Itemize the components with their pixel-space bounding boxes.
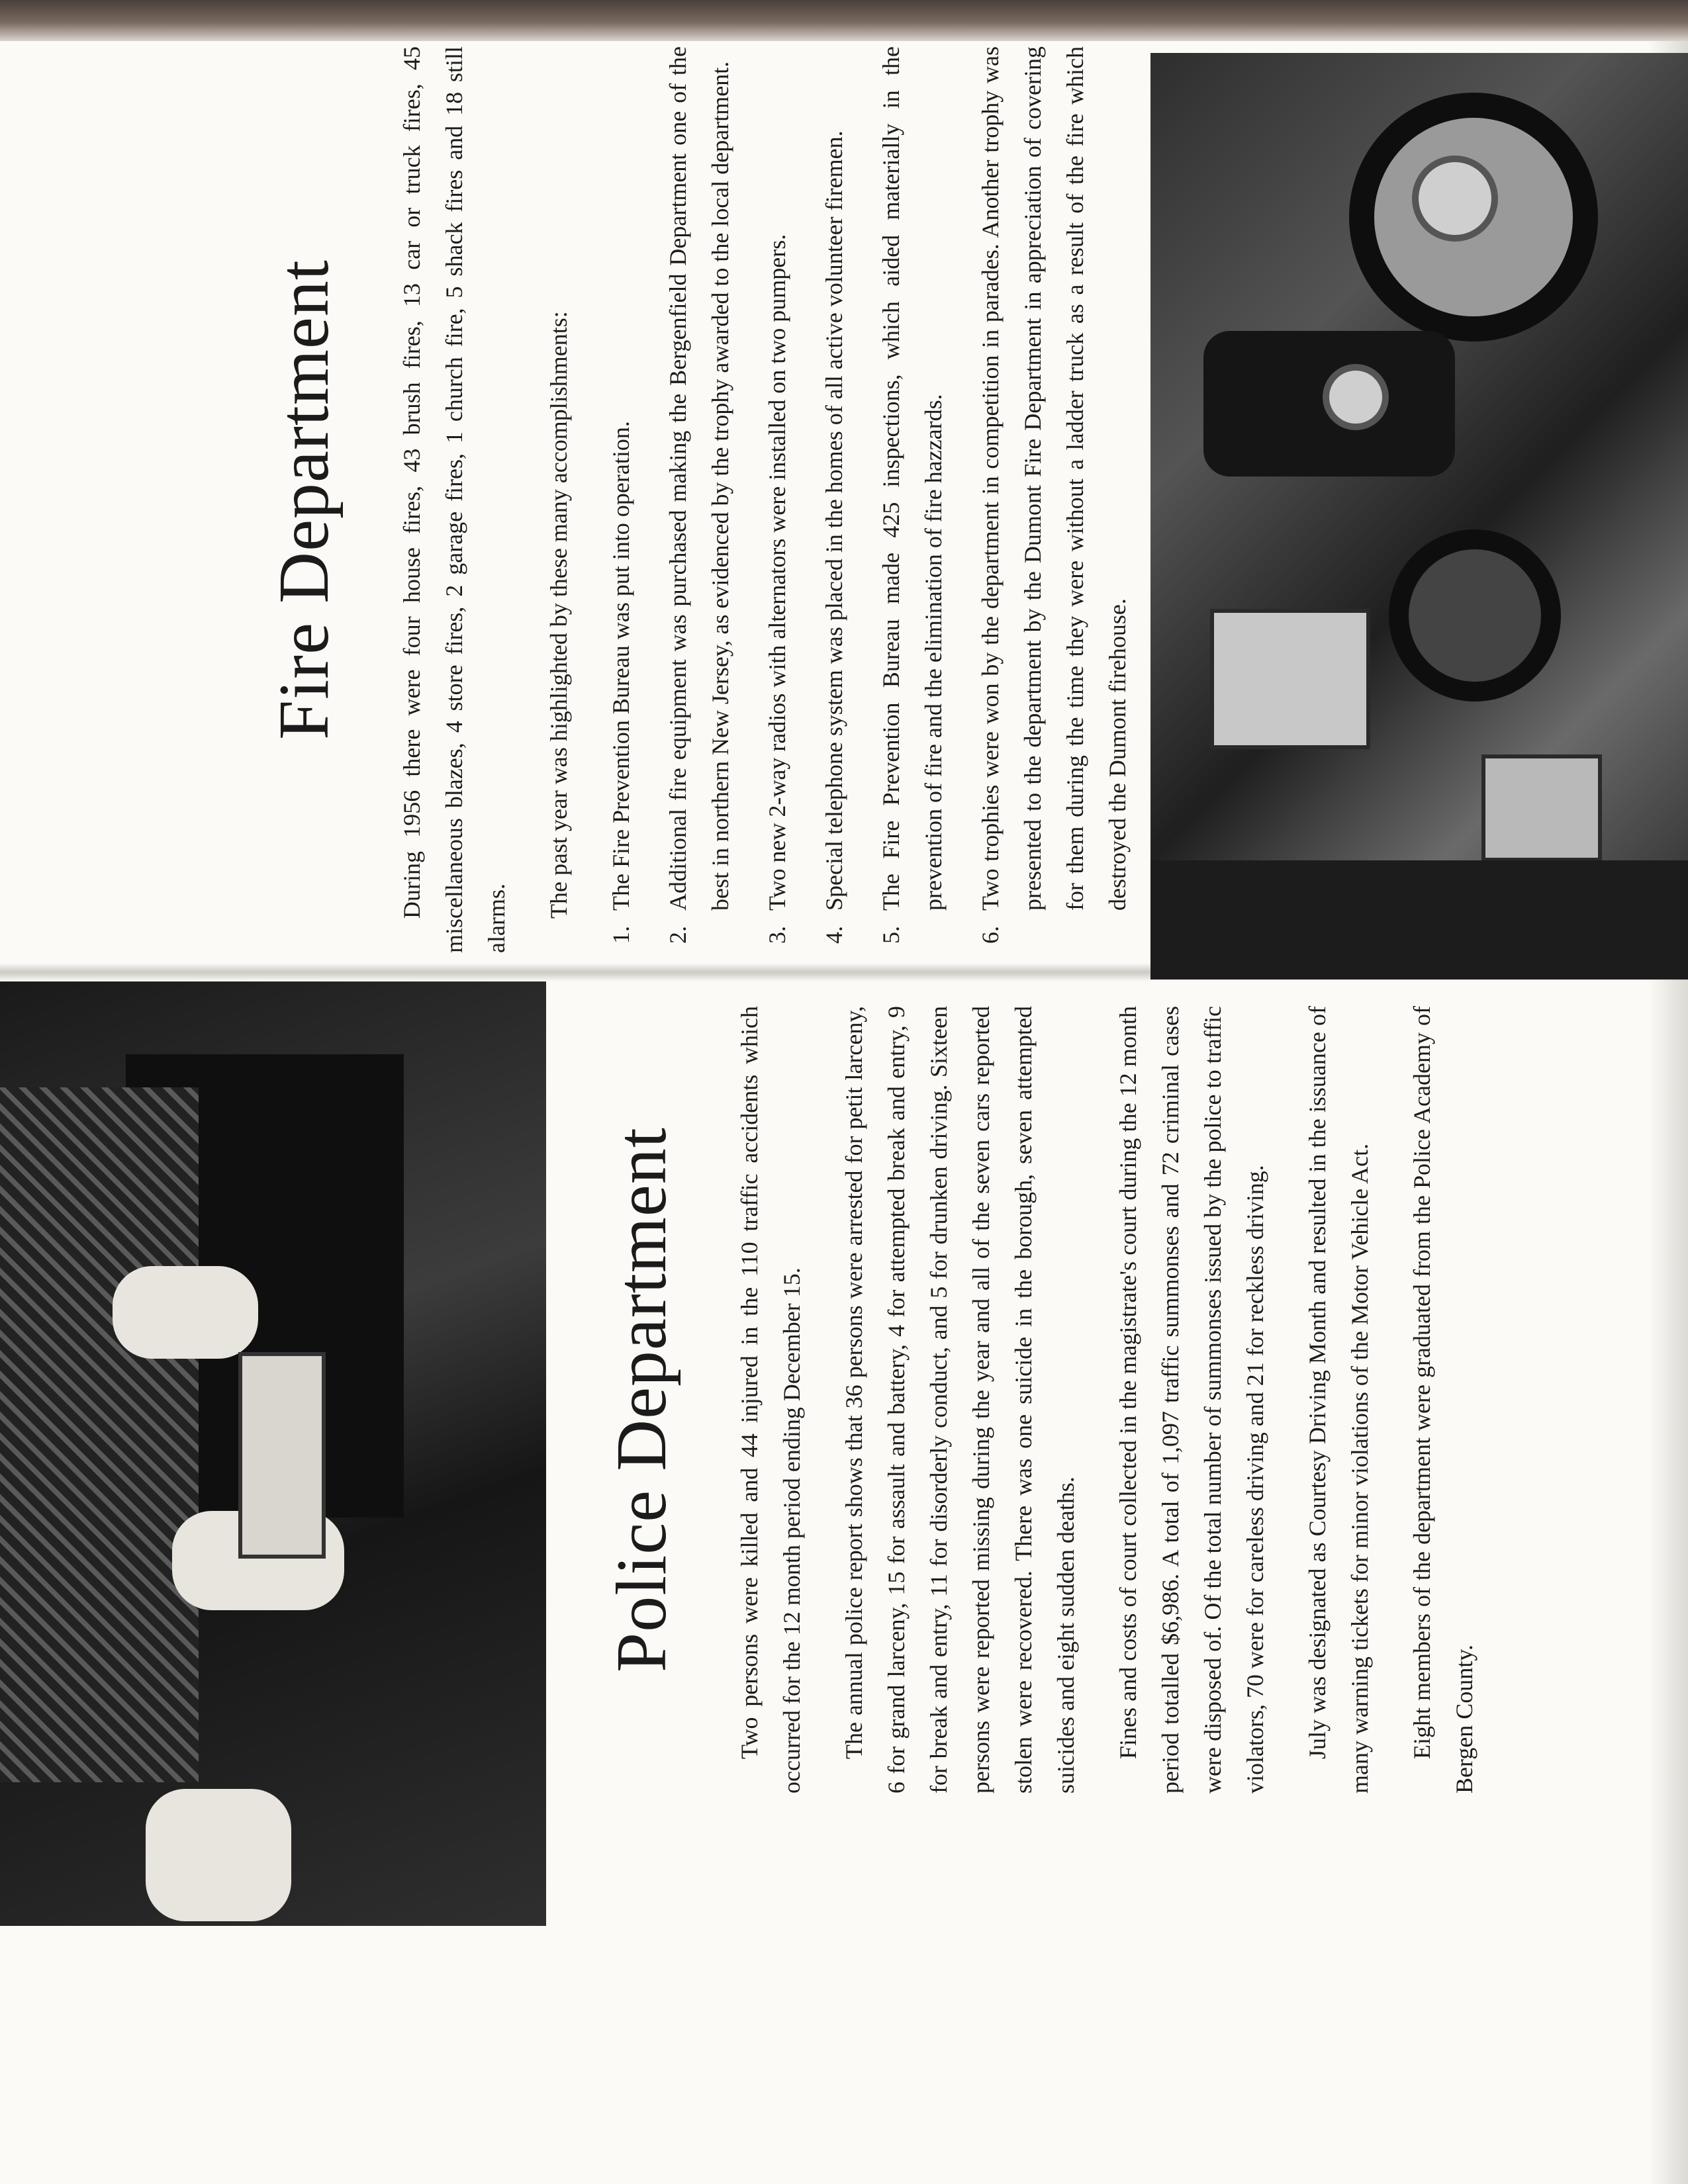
equipment-box (1481, 754, 1602, 862)
fire-department-title: Fire Department (265, 259, 344, 740)
book-top-edge (0, 0, 1688, 41)
hand (113, 1266, 258, 1359)
pump-panel (1210, 609, 1370, 749)
police-paragraph: Two persons were killed and 44 injured in the 110 traffic accidents which occurred for the 12 month period ending December 15. (736, 1006, 805, 1794)
police-paragraph: July was designated as Courtesy Driving Month and resulted in the issuance of many warning tickets for minor violations of the Motor Vehicle Act. (1304, 1006, 1373, 1794)
fire-intro-paragraph: During 1956 there were four house fires, 43 brush fires, 13 car or truck fires, 45 miscellaneous blazes, 4 store fires, 2 garage fires, 1 church fire, 5 shack fires and 18 still alarms. (399, 46, 510, 953)
list-item: 5.The Fire Prevention Bureau made 425 inspections, which aided materially in the prevention of fire and the elimination of fire hazzards. (878, 46, 947, 944)
police-records-photo (0, 981, 546, 1926)
fire-lead-paragraph: The past year was highlighted by these many accomplishments: (545, 311, 572, 919)
shirt-cuff (146, 1789, 291, 1921)
fire-truck-photo (1150, 53, 1688, 979)
record-card (238, 1352, 326, 1559)
fire-department-section (265, 46, 1153, 953)
police-paragraph: Eight members of the department were graduated from the Police Academy of Bergen County. (1409, 1006, 1477, 1794)
nozzle-fitting (1323, 364, 1389, 430)
police-department-title: Police Department (602, 1127, 681, 1672)
truck-body (1150, 860, 1688, 979)
wheel-hub (1412, 156, 1498, 242)
hose-reel (1389, 529, 1561, 702)
list-item: 1.The Fire Prevention Bureau was put into operation. (608, 421, 634, 944)
list-item: 4.Special telephone system was placed in the homes of all active volunteer firemen. (821, 130, 847, 944)
list-item: 2.Additional fire equipment was purchased making the Bergenfield Department one of the best in northern New Jersey, as evidenced by the trophy awarded to the local department. (665, 46, 733, 944)
list-item: 6.Two trophies were won by the department in competition in parades. Another trophy was presented to the department by the Dumont Fire Department in appreciation of covering for them during the time they were without a ladder truck as a result of the fire which destroyed the Dumont firehouse. (977, 46, 1131, 944)
police-paragraph: Fines and costs of court collected in the magistrate's court during the 12 month period totalled $6,986. A total of 1,097 traffic summonses and 72 criminal cases were disposed of. Of the total number of summonses issued by the police to traffic violators, 70 were for careless driving and 21 for reckless driving. (1115, 1006, 1268, 1794)
police-department-section (602, 1006, 1505, 1794)
jacket-sleeve (0, 1087, 199, 1782)
fire-accomplishments-list (600, 46, 1139, 953)
police-paragraph: The annual police report shows that 36 persons were arrested for petit larceny, 6 for grand larceny, 15 for assault and battery, 4 for attempted break and entry, 9 for break and entry, 11 for disorderly conduct, and 5 for drunken driving. Sixteen persons were reported missing during the year and all of the seven cars reported stolen were recovered. There was one suicide in the borough, seven attempted suicides and eight sudden deaths. (841, 1006, 1079, 1794)
list-item: 3.Two new 2-way radios with alternators were installed on two pumpers. (764, 234, 790, 944)
